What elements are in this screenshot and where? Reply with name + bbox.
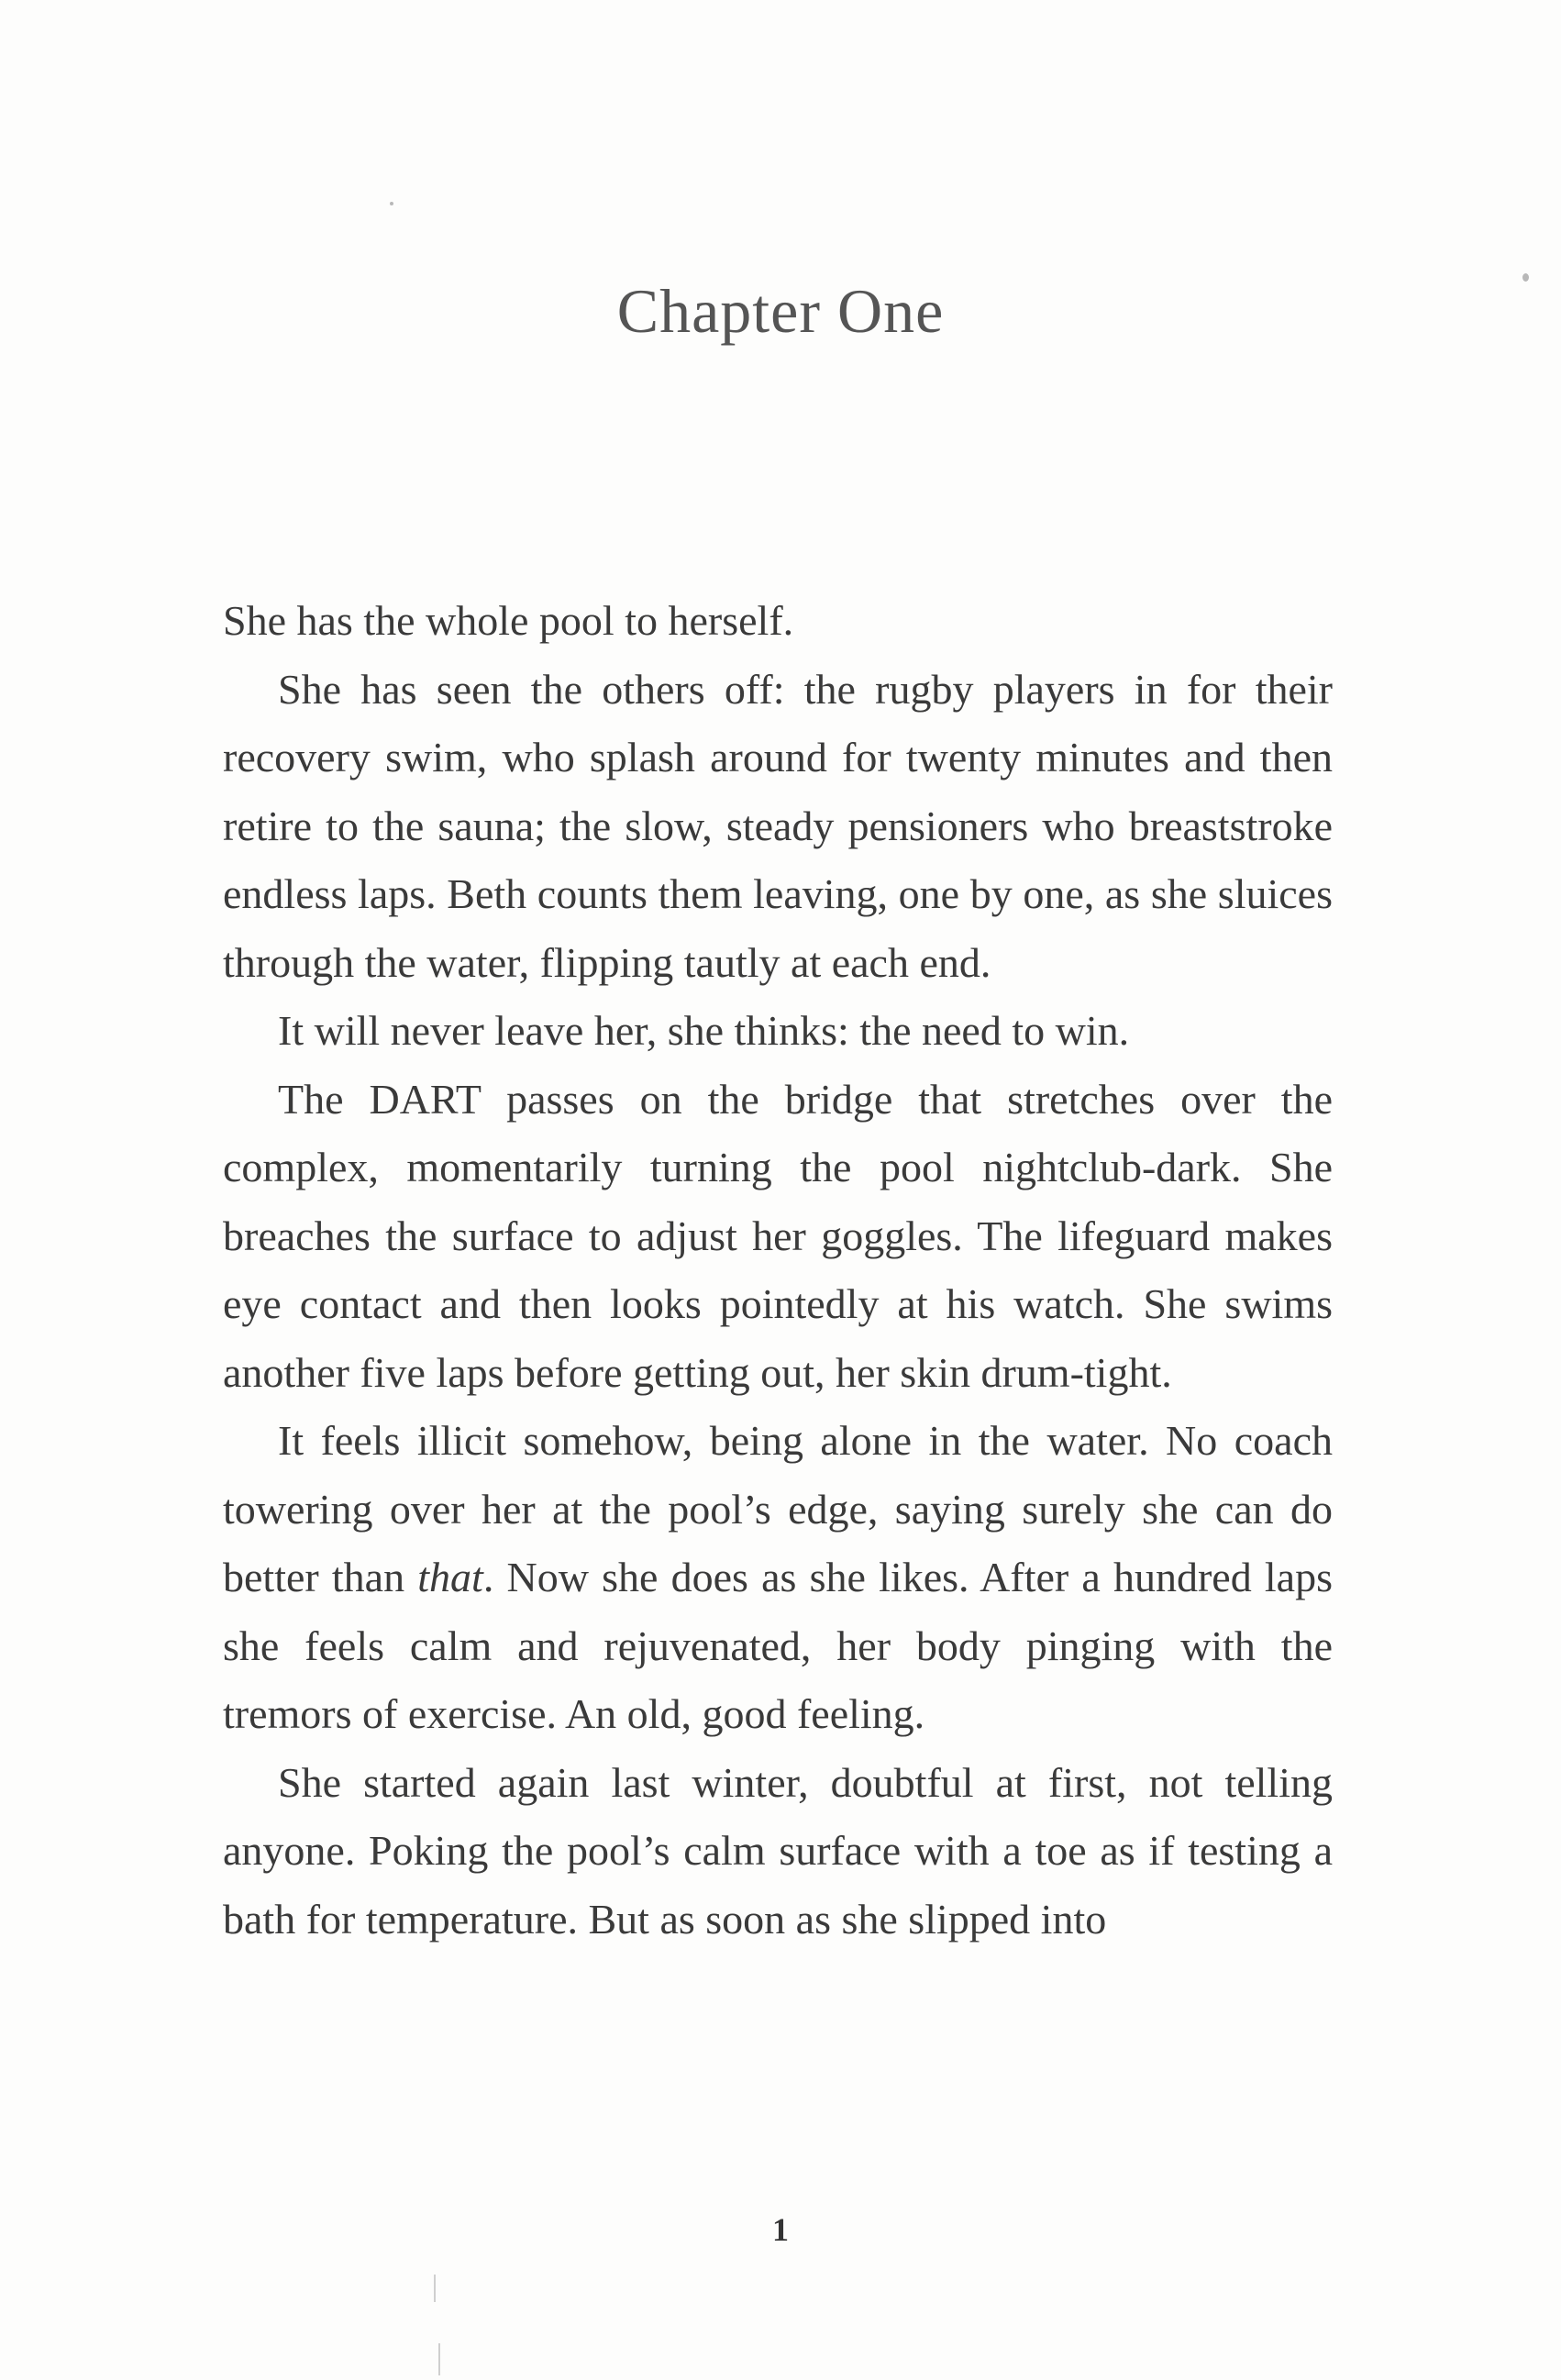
scan-mark	[434, 2275, 436, 2302]
paragraph-text: . Now she does as she likes. After a hundred laps she feels calm and rejuvenated, her body pinging with the tremors of exercise. An old, good feeling.	[223, 1554, 1333, 1737]
paragraph-text: It feels illicit somehow, being alone in the water. No coach towering over her at the pool’s edge, saying surely she can do better than	[223, 1417, 1333, 1600]
paragraph-text: The DART passes on the bridge that stretches over the complex, momentarily turning the pool nightclub-dark. She breaches the surface to adjust her goggles. The lifeguard makes eye contact and then looks pointedly at his watch. She swims another five laps before getting out, her skin drum-tight.	[223, 1075, 1333, 1396]
chapter-body	[223, 587, 1333, 1954]
paragraph	[223, 1407, 1333, 1749]
paragraph	[223, 1749, 1333, 1954]
emphasis-text: that	[417, 1554, 483, 1600]
scan-mark	[438, 2343, 440, 2375]
paragraph-text: It will never leave her, she thinks: the need to win.	[278, 1007, 1130, 1054]
paragraph-text: She has seen the others off: the rugby players in for their recovery swim, who splash around for twenty minutes and then retire to the sauna; the slow, steady pensioners who breaststroke endless laps. Beth counts them leaving, one by one, as she sluices through the water, flipping tautly at each end.	[223, 665, 1333, 986]
paragraph	[223, 587, 1333, 656]
paragraph	[223, 1066, 1333, 1408]
paragraph	[223, 656, 1333, 998]
paragraph-text: She has the whole pool to herself.	[223, 597, 794, 644]
paragraph-text: She started again last winter, doubtful at first, not telling anyone. Poking the pool’s calm surface with a toe as if testing a bath for temperature. But as soon as she slipped into	[223, 1758, 1333, 1943]
scan-speck	[390, 202, 393, 205]
chapter-title: Chapter One	[616, 276, 945, 346]
paragraph	[223, 997, 1333, 1066]
page-number: 1	[772, 2211, 789, 2248]
